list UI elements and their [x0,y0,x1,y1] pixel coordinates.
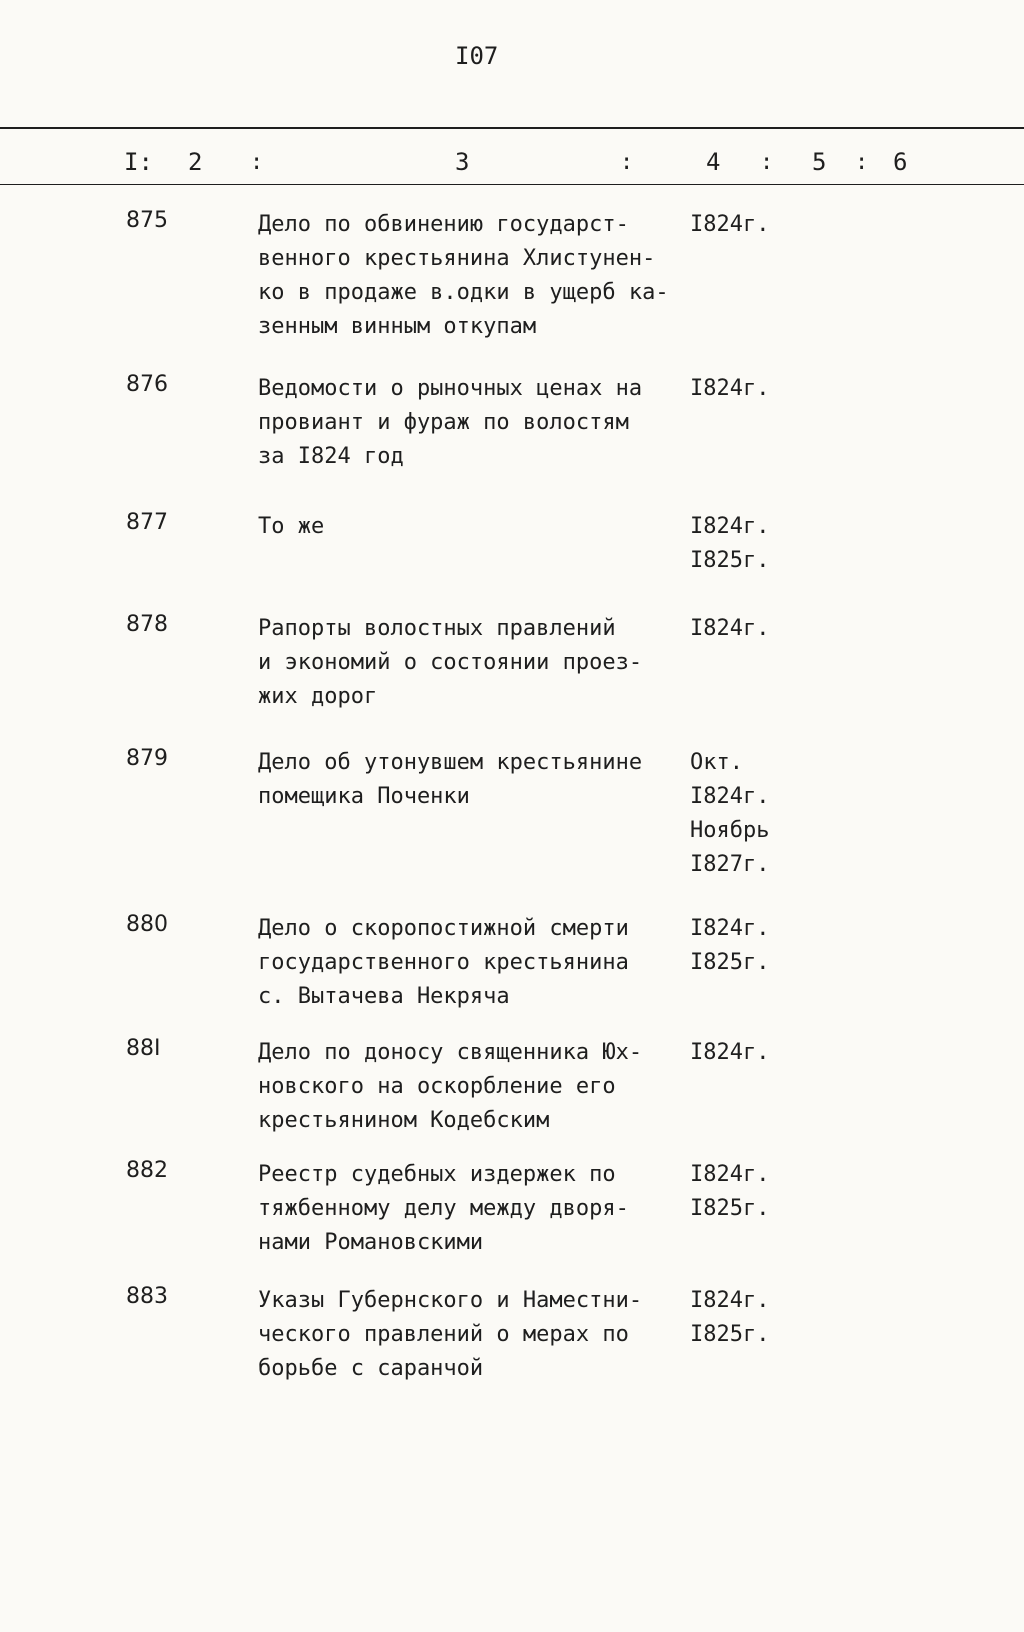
record-dates [690,1284,769,1352]
record-title [258,746,678,814]
date-line: Окт. [690,750,743,775]
title-line: помещика Поченки [258,784,470,809]
column-header-6: 6 [893,148,908,176]
column-header-3: 3 [455,148,470,176]
column-header-2: 2 [188,148,203,176]
title-line: То же [258,514,325,539]
date-line: I824г. [690,514,770,539]
record-title [258,912,678,1014]
record-number: 879 [126,746,168,771]
date-line: I824г. [690,616,770,641]
column-separator: : [620,150,634,175]
record-title [258,1158,678,1260]
date-line: I825г. [690,1322,770,1347]
title-line: Дело по доносу священника Юх- [258,1040,643,1065]
title-line: Реестр судебных издержек по [258,1162,616,1187]
record-title [258,1036,678,1138]
date-line: I825г. [690,1196,770,1221]
record-dates [690,372,769,406]
title-line: с. Вытачева Некряча [258,984,510,1009]
title-line: за I824 год [258,444,404,469]
record-title [258,208,678,344]
title-line: нами Романовскими [258,1230,484,1255]
record-number: 875 [126,208,168,233]
column-separator: : [855,150,869,175]
date-line: I824г. [690,1162,770,1187]
record-dates [690,612,769,646]
column-header-1: I: [124,148,153,176]
record-dates [690,746,769,882]
date-line: I824г. [690,1288,770,1313]
title-line: крестьянином Кодебским [258,1108,550,1133]
record-title [258,612,678,714]
title-line: зенным винным откупам [258,314,537,339]
date-line: I824г. [690,1040,770,1065]
date-line: I825г. [690,548,770,573]
record-title [258,372,678,474]
record-dates [690,912,769,980]
date-line: Ноябрь [690,818,770,843]
title-line: Указы Губернского и Наместни- [258,1288,643,1313]
column-separator: : [250,150,264,175]
record-dates [690,1036,769,1070]
record-number: 882 [126,1158,168,1183]
date-line: I824г. [690,916,770,941]
column-header-5: 5 [812,148,827,176]
record-number: 878 [126,612,168,637]
column-header-4: 4 [706,148,721,176]
title-line: тяжбенному делу между дворя- [258,1196,629,1221]
title-line: государственного крестьянина [258,950,629,975]
title-line: Дело об утонувшем крестьянине [258,750,643,775]
title-line: борьбе с саранчой [258,1356,484,1381]
header-top-rule [0,127,1024,129]
title-line: ческого правлений о мерах по [258,1322,629,1347]
record-number: 877 [126,510,168,535]
title-line: провиант и фураж по волостям [258,410,629,435]
title-line: жих дорог [258,684,378,709]
date-line: I827г. [690,852,770,877]
record-number: 883 [126,1284,168,1309]
column-separator: : [760,150,774,175]
record-number: 88I [126,1036,161,1061]
record-title [258,510,678,544]
record-title [258,1284,678,1386]
title-line: Рапорты волостных правлений [258,616,616,641]
title-line: венного крестьянина Хлистунен- [258,246,656,271]
header-bottom-rule [0,184,1024,185]
title-line: и экономий о состоянии проез- [258,650,643,675]
title-line: Ведомости о рыночных ценах на [258,376,643,401]
title-line: ко в продаже в.одки в ущерб ка- [258,280,669,305]
date-line: I824г. [690,376,770,401]
record-number: 880 [126,912,168,937]
page-number: I07 [455,42,499,70]
date-line: I824г. [690,212,770,237]
date-line: I824г. [690,784,770,809]
date-line: I825г. [690,950,770,975]
title-line: Дело о скоропостижной смерти [258,916,629,941]
title-line: Дело по обвинению государст- [258,212,629,237]
record-number: 876 [126,372,168,397]
record-dates [690,510,769,578]
record-dates [690,208,769,242]
title-line: новского на оскорбление его [258,1074,616,1099]
record-dates [690,1158,769,1226]
